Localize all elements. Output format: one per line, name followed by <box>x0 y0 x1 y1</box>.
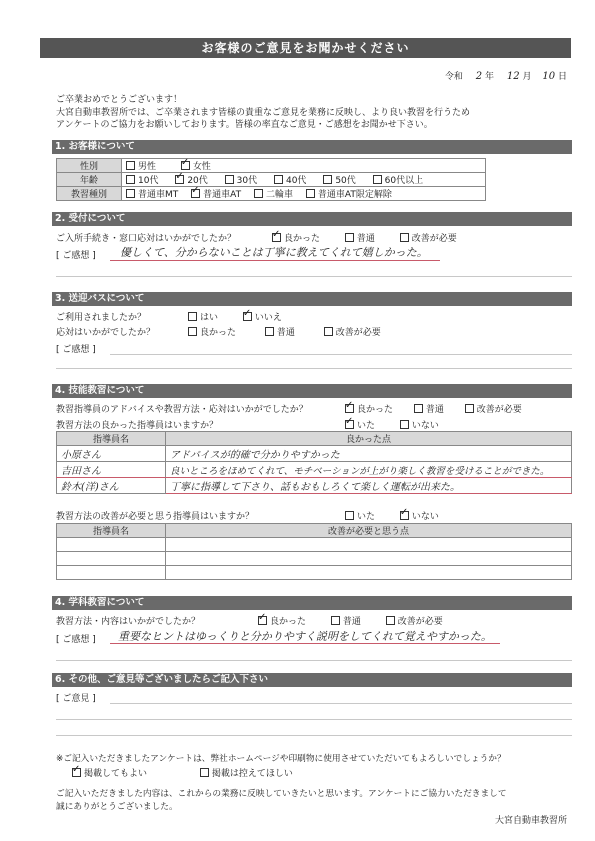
instructor-name: 小原さん <box>57 446 166 462</box>
option-good[interactable] <box>345 402 393 415</box>
option-age-60[interactable] <box>373 173 423 186</box>
comment-label: ご感想 <box>62 635 90 645</box>
reception-comment-label: [ ご感想 ] <box>56 251 96 261</box>
option-yes[interactable] <box>188 310 218 323</box>
option-label: 男性 <box>138 162 157 172</box>
option-label: 普通車AT <box>203 190 242 200</box>
writing-line <box>56 276 572 277</box>
option-good[interactable] <box>272 231 320 244</box>
option-mt[interactable] <box>126 187 178 200</box>
date-month: 12 <box>506 71 520 82</box>
option-label: 30代 <box>236 176 258 186</box>
option-improve[interactable] <box>400 231 457 244</box>
checkbox[interactable] <box>331 616 340 625</box>
footer-school-name: 大宮自動車教習所 <box>494 816 567 826</box>
comment-label: ご感想 <box>62 345 90 355</box>
checkbox-checked[interactable] <box>175 175 184 184</box>
handwriting-underline <box>110 260 440 261</box>
permission-options <box>72 766 315 779</box>
option-label: 普通車AT限定解除 <box>317 190 392 200</box>
checkbox-checked[interactable] <box>258 616 267 625</box>
option-age-10[interactable] <box>126 173 158 186</box>
option-label: 改善が必要 <box>335 328 381 338</box>
option-normal[interactable] <box>331 614 361 627</box>
option-normal[interactable] <box>414 402 444 415</box>
checkbox[interactable] <box>465 404 474 413</box>
bus-q2-options <box>188 325 403 338</box>
checkbox[interactable] <box>400 233 409 242</box>
checkbox[interactable] <box>414 404 423 413</box>
option-label: 普通 <box>276 328 295 338</box>
gender-row <box>57 159 486 173</box>
instructor-comment: 良いところをほめてくれて、モチベーションが上がり楽しく教習を受けることができた。 <box>166 462 572 478</box>
option-label: 20代 <box>187 176 208 186</box>
date-era: 令和 <box>444 72 463 82</box>
section-bus-heading: 3. 送迎バスについて <box>52 292 572 306</box>
classroom-comment-label: [ ご感想 ] <box>56 635 96 645</box>
handwriting-underline <box>110 643 500 644</box>
option-label: 60代以上 <box>384 176 424 186</box>
table-row <box>57 446 572 462</box>
classroom-comment: 重要なヒントはゆっくりと分かりやすく説明をしてくれて覚えやすかった。 <box>118 630 492 643</box>
reception-question-row <box>56 231 236 244</box>
checkbox[interactable] <box>324 327 333 336</box>
option-label: いた <box>357 512 376 522</box>
date-day-unit: 日 <box>557 72 567 82</box>
date-year-unit: 年 <box>484 72 494 82</box>
checkbox[interactable] <box>200 768 209 777</box>
writing-line <box>110 703 572 704</box>
table-header-row <box>57 432 572 446</box>
option-label: 普通 <box>356 234 375 244</box>
writing-line <box>56 719 572 720</box>
checkbox-checked[interactable] <box>345 420 354 429</box>
writing-line <box>56 735 572 736</box>
option-age-40[interactable] <box>274 173 306 186</box>
option-label: 普通車MT <box>138 190 179 200</box>
instructor-name: 鈴木(洋)さん <box>57 478 166 494</box>
section-classroom-heading: 4. 学科教習について <box>52 596 572 610</box>
checkbox[interactable] <box>274 175 283 184</box>
section-practical-heading: 4. 技能教習について <box>52 384 572 398</box>
checkbox[interactable] <box>373 175 382 184</box>
option-male[interactable] <box>126 159 156 172</box>
option-label: 改善が必要 <box>476 405 522 415</box>
table-row <box>57 462 572 478</box>
option-at[interactable] <box>191 187 241 200</box>
option-label: 良かった <box>270 617 307 627</box>
reception-question: ご入所手続き・窓口応対はいかがでしたか？ <box>56 234 237 244</box>
age-options <box>122 173 486 187</box>
option-normal[interactable] <box>345 231 375 244</box>
option-no[interactable] <box>400 509 439 522</box>
bus-q2: 応対はいかがでしたか？ <box>56 328 156 338</box>
date-year: 2 <box>475 71 483 82</box>
classroom-options <box>258 614 465 627</box>
section-customer-heading: 1. お客様について <box>52 140 572 154</box>
option-normal[interactable] <box>265 325 295 338</box>
option-label: 掲載してもよい <box>84 769 148 779</box>
practical-q1: 教習指導員のアドバイスや教習方法・応対はいかがでしたか？ <box>56 405 308 415</box>
age-row <box>57 173 486 187</box>
bus-comment-label: [ ご感想 ] <box>56 345 96 355</box>
option-label: 改善が必要 <box>397 617 443 627</box>
column-header: 良かった点 <box>166 432 572 446</box>
date-line <box>445 69 567 82</box>
option-label: 女性 <box>192 162 211 172</box>
option-age-30[interactable] <box>225 173 257 186</box>
option-label: 良かった <box>357 405 394 415</box>
option-motorcycle[interactable] <box>254 187 293 200</box>
comment-label: ご意見 <box>62 694 90 704</box>
checkbox[interactable] <box>126 175 135 184</box>
writing-line <box>56 368 572 369</box>
section-reception-heading: 2. 受付について <box>52 212 572 226</box>
checkbox[interactable] <box>323 175 332 184</box>
checkbox-checked[interactable] <box>181 161 190 170</box>
option-female[interactable] <box>181 159 211 172</box>
improve-instructor-table <box>56 523 572 580</box>
option-label: 普通 <box>342 617 361 627</box>
checkbox-checked[interactable] <box>345 404 354 413</box>
closing-line: ご記入いただきました内容は、これからの業務に反映していきたいと思います。アンケートにご協力いただきまして <box>56 789 507 799</box>
intro-line: 大宮自動車教習所では、ご卒業されます皆様の貴重なご意見を業務に反映し、より良い教習を行うため <box>56 107 471 118</box>
reception-options <box>272 231 479 244</box>
option-allow[interactable] <box>72 766 147 779</box>
option-good[interactable] <box>258 614 306 627</box>
option-yes[interactable] <box>345 509 375 522</box>
classroom-question: 教習方法・内容はいかがでしたか？ <box>56 617 201 627</box>
intro-line: アンケートのご協力をお願いしております。皆様の率直なご意見・ご感想をお聞かせ下さい。 <box>56 120 433 130</box>
checkbox-checked[interactable] <box>243 312 252 321</box>
course-options <box>122 187 486 201</box>
option-label: 10代 <box>138 176 159 186</box>
option-improve[interactable] <box>465 402 522 415</box>
practical-q1-options <box>345 402 522 415</box>
option-good[interactable] <box>188 325 236 338</box>
checkbox[interactable] <box>254 189 263 198</box>
checkbox[interactable] <box>400 420 409 429</box>
option-label: 普通 <box>425 405 444 415</box>
writing-line <box>110 354 572 355</box>
checkbox[interactable] <box>265 327 274 336</box>
checkbox[interactable] <box>188 327 197 336</box>
writing-line <box>56 660 572 661</box>
reception-comment: 優しくて、分からないことは丁寧に教えてくれて嬉しかった。 <box>120 246 428 259</box>
intro-text <box>56 94 576 132</box>
option-yes[interactable] <box>345 418 375 431</box>
form-title: お客様のご意見をお聞かせください <box>40 38 571 58</box>
option-label: 二輪車 <box>265 190 293 200</box>
option-label: 掲載は控えてほしい <box>211 769 293 779</box>
date-day: 10 <box>542 71 556 82</box>
course-label: 教習種別 <box>57 187 122 201</box>
option-improve[interactable] <box>324 325 381 338</box>
table-row <box>57 552 572 566</box>
option-label: 改善が必要 <box>411 234 457 244</box>
date-month-unit: 月 <box>522 72 532 82</box>
checkbox[interactable] <box>225 175 234 184</box>
checkbox[interactable] <box>345 511 354 520</box>
practical-q2: 教習方法の良かった指導員はいますか？ <box>56 421 219 431</box>
other-comment-label: [ ご意見 ] <box>56 694 96 704</box>
instructor-name: 吉田さん <box>57 462 166 478</box>
checkbox-checked[interactable] <box>272 233 281 242</box>
closing-text <box>56 788 576 813</box>
checkbox-checked[interactable] <box>191 189 200 198</box>
course-row <box>57 187 486 201</box>
practical-q3: 教習方法の改善が必要と思う指導員はいますか？ <box>56 512 255 522</box>
section-other-heading: 6. その他、ご意見等ございましたらご記入下さい <box>52 673 572 687</box>
comment-label: ご感想 <box>62 251 90 261</box>
permission-question: ※ご記入いただきましたアンケートは、弊社ホームページや印刷物に使用させていただいてもよろしいでしょうか？ <box>56 754 506 764</box>
good-instructor-table <box>56 431 572 494</box>
table-row <box>57 478 572 494</box>
column-header: 指導員名 <box>57 432 166 446</box>
option-label: 40代 <box>285 176 307 186</box>
column-header: 改善が必要と思う点 <box>166 524 572 538</box>
checkbox-checked[interactable] <box>72 768 81 777</box>
option-label: はい <box>200 313 219 323</box>
intro-line: ご卒業おめでとうございます！ <box>56 95 183 105</box>
practical-q3-options <box>345 509 461 522</box>
checkbox-checked[interactable] <box>400 511 409 520</box>
checkbox[interactable] <box>126 189 135 198</box>
instructor-comment: アドバイスが的確で分かりやすかった <box>166 446 572 462</box>
checkbox[interactable] <box>345 233 354 242</box>
closing-line: 誠にありがとうございました。 <box>56 801 178 812</box>
option-label: いいえ <box>254 313 282 323</box>
option-label: 良かった <box>284 234 321 244</box>
bus-q1: ご利用されましたか？ <box>56 313 147 323</box>
checkbox[interactable] <box>188 312 197 321</box>
option-no[interactable] <box>400 418 439 431</box>
table-header-row <box>57 524 572 538</box>
bus-q1-options <box>188 310 304 323</box>
age-label: 年齢 <box>57 173 122 187</box>
table-row <box>57 566 572 580</box>
checkbox[interactable] <box>386 616 395 625</box>
option-deny[interactable] <box>200 766 293 779</box>
practical-q2-options <box>345 418 461 431</box>
checkbox[interactable] <box>306 189 315 198</box>
option-no[interactable] <box>243 310 282 323</box>
option-at-release[interactable] <box>306 187 392 200</box>
option-label: いない <box>411 512 439 522</box>
checkbox[interactable] <box>126 161 135 170</box>
option-label: いた <box>357 421 376 431</box>
instructor-comment: 丁寧に指導して下さり、話もおもしろくて楽しく運転が出来た。 <box>166 478 572 494</box>
option-label: 良かった <box>200 328 237 338</box>
column-header: 指導員名 <box>57 524 166 538</box>
customer-table <box>56 158 486 201</box>
option-age-50[interactable] <box>323 173 355 186</box>
option-label: いない <box>411 421 439 431</box>
option-improve[interactable] <box>386 614 443 627</box>
gender-label: 性別 <box>57 159 122 173</box>
table-row <box>57 538 572 552</box>
option-label: 50代 <box>335 176 356 186</box>
